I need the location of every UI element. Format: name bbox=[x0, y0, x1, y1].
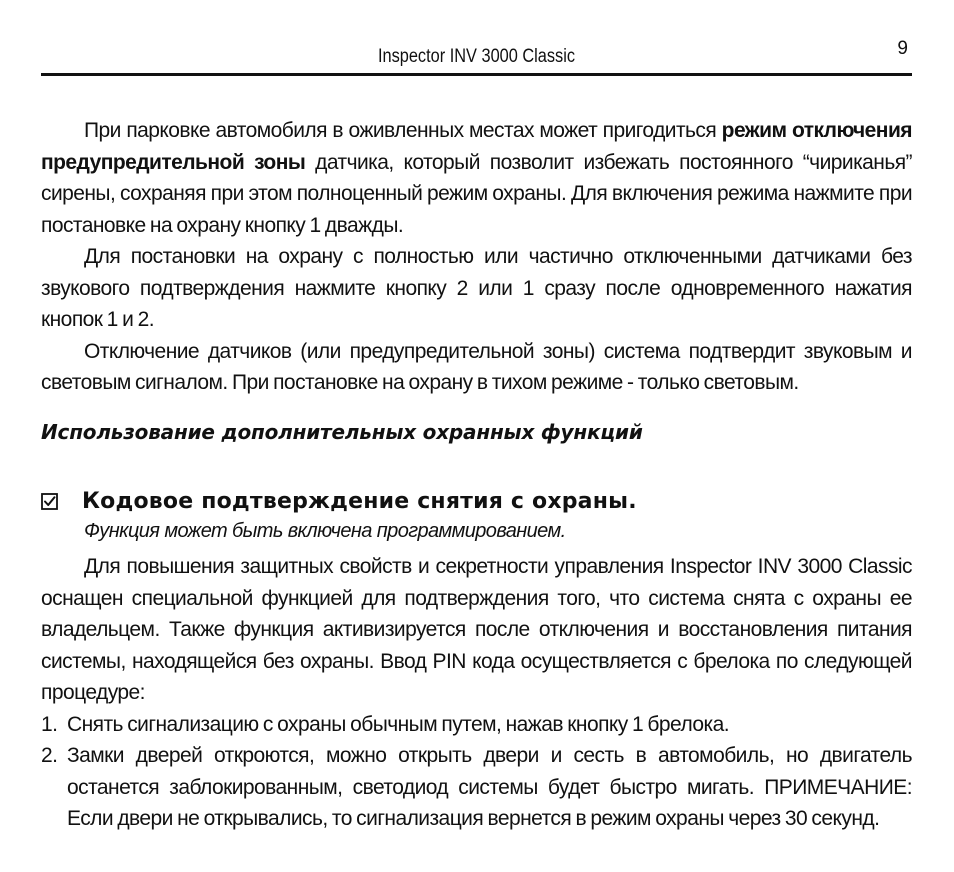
step-number: 1. bbox=[41, 712, 58, 736]
section-title: Использование дополнительных охранных функций bbox=[41, 420, 643, 444]
checkbox-checked-icon bbox=[41, 493, 58, 510]
intro-p1-text-start: При парковке автомобиля в оживленных местах может пригодиться bbox=[84, 119, 722, 142]
procedure-step bbox=[41, 709, 912, 741]
page-number: 9 bbox=[897, 38, 908, 59]
intro-p1-bold: режим отключения предупредительной зоны bbox=[41, 119, 913, 174]
feature-note: Функция может быть включена программированием. bbox=[84, 520, 566, 542]
procedure-step bbox=[41, 740, 912, 835]
feature-body-paragraph: Для повышения защитных свойств и секретности управления Inspector INV 3000 Classic оснащен специальной функцией для подтверждения того, что система снята с охраны ее владельцем. Также функция активизируется после отключения и восстановления питания системы, находящейся без охраны. Ввод PIN кода осуществляется с брелока по следующей процедуре: bbox=[41, 555, 912, 704]
header-title: Inspector INV 3000 Classic bbox=[377, 46, 576, 67]
feature-title: Кодовое подтверждение снятия с охраны. bbox=[82, 488, 637, 514]
manual-page bbox=[41, 0, 912, 872]
feature-body bbox=[41, 551, 912, 835]
feature-heading bbox=[41, 484, 637, 518]
step-text: Замки дверей откроются, можно открыть двери и сесть в автомобиль, но двигатель останется заблокированным, светодиод системы будет быстро мигать. ПРИМЕЧАНИЕ: Если двери не открывались, то сигнализация вернется в режим охраны через 30 секунд. bbox=[67, 744, 912, 830]
intro-p1-text-end: датчика, который позволит избежать постоянного “чириканья” сирены, сохраняя при этом полноценный режим охраны. Для включения режима нажмите при постановке на охрану кнопку 1 дважды. bbox=[41, 150, 912, 237]
intro-paragraph-2: Для постановки на охрану с полностью или частично отключенными датчиками без звукового подтверждения нажмите кнопку 2 или 1 сразу после одновременного нажатия кнопок 1 и 2. bbox=[41, 245, 912, 331]
page-header bbox=[41, 38, 912, 76]
intro-paragraph-1 bbox=[41, 115, 912, 241]
procedure-steps bbox=[41, 709, 912, 835]
step-number: 2. bbox=[41, 744, 58, 767]
intro-text bbox=[41, 115, 912, 399]
intro-paragraph-3: Отключение датчиков (или предупредительной зоны) система подтвердит звуковым и световым сигналом. При постановке на охрану в тихом режиме - только световым. bbox=[41, 339, 912, 394]
step-text: Снять сигнализацию с охраны обычным путем, нажав кнопку 1 брелока. bbox=[67, 712, 730, 736]
